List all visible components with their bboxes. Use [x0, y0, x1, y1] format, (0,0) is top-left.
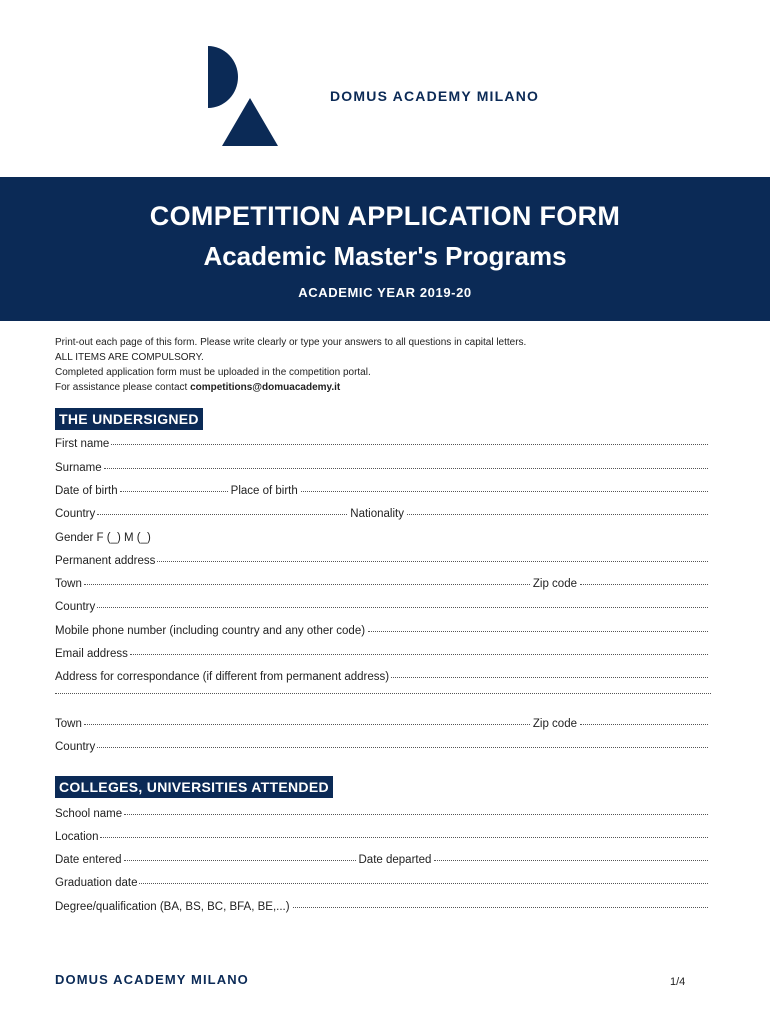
field-label: Nationality [350, 508, 404, 520]
instruction-line: ALL ITEMS ARE COMPULSORY. [55, 352, 204, 363]
field-label: Country [55, 741, 96, 753]
instruction-line: Completed application form must be uploaded in the competition portal. [55, 367, 371, 378]
email-field[interactable] [55, 648, 711, 660]
field-label: Email address [55, 648, 128, 660]
birth-field[interactable] [55, 485, 711, 497]
field-label: Town [55, 718, 82, 730]
first-name-field[interactable] [55, 438, 711, 450]
field-label: Country [55, 601, 96, 613]
permanent-address-field[interactable] [55, 555, 711, 567]
field-label: Town [55, 578, 82, 590]
town-zip-field[interactable] [55, 578, 711, 590]
country-nationality-field[interactable] [55, 508, 711, 520]
field-label: Graduation date [55, 877, 138, 889]
town-zip-field-2[interactable] [55, 718, 711, 730]
degree-field[interactable] [55, 901, 711, 913]
mobile-field[interactable] [55, 625, 711, 637]
instructions [55, 335, 526, 395]
field-label: Country [55, 508, 96, 520]
instruction-line: For assistance please contact competitions@domuacademy.it [55, 382, 341, 393]
academic-year: ACADEMIC YEAR 2019-20 [298, 285, 472, 300]
field-label: Date entered [55, 854, 122, 866]
gender-field[interactable] [55, 532, 711, 544]
instruction-line: Print-out each page of this form. Please write clearly or type your answers to all questions in capital letters. [55, 337, 527, 348]
field-label: Date departed [358, 854, 432, 866]
form-subtitle: Academic Master's Programs [203, 241, 567, 271]
section-heading-colleges: COLLEGES, UNIVERSITIES ATTENDED [55, 776, 333, 798]
graduation-date-field[interactable] [55, 877, 711, 889]
field-label: Degree/qualification (BA, BS, BC, BFA, BE,...) [55, 901, 290, 913]
surname-field[interactable] [55, 462, 711, 474]
field-label: First name [55, 438, 110, 450]
field-label: Address for correspondance (if different from permanent address) [55, 671, 390, 683]
country-field-2[interactable] [55, 741, 711, 753]
footer-brand: DOMUS ACADEMY MILANO [55, 972, 249, 987]
field-label: Date of birth [55, 485, 118, 497]
section-heading-undersigned: THE UNDERSIGNED [55, 408, 203, 430]
brand-name: DOMUS ACADEMY MILANO [330, 88, 540, 104]
correspondence-address-field[interactable] [55, 671, 711, 683]
field-label: Place of birth [230, 485, 298, 497]
field-label: Gender F (_) M (_) [55, 532, 151, 544]
field-label: Location [55, 831, 99, 843]
da-logo-icon [206, 46, 278, 146]
field-label: Zip code [532, 718, 577, 730]
country-field[interactable] [55, 601, 711, 613]
field-label: Mobile phone number (including country and any other code) [55, 625, 366, 637]
page-number: 1/4 [670, 976, 686, 988]
field-label: Zip code [532, 578, 577, 590]
title-banner [0, 177, 770, 321]
contact-email[interactable]: competitions@domuacademy.it [190, 382, 341, 393]
correspondence-address-line[interactable] [55, 695, 711, 696]
form-title: COMPETITION APPLICATION FORM [149, 201, 621, 231]
school-name-field[interactable] [55, 808, 711, 820]
field-label: School name [55, 808, 123, 820]
location-field[interactable] [55, 831, 711, 843]
dates-field[interactable] [55, 854, 711, 866]
field-label: Permanent address [55, 555, 156, 567]
field-label: Surname [55, 462, 102, 474]
